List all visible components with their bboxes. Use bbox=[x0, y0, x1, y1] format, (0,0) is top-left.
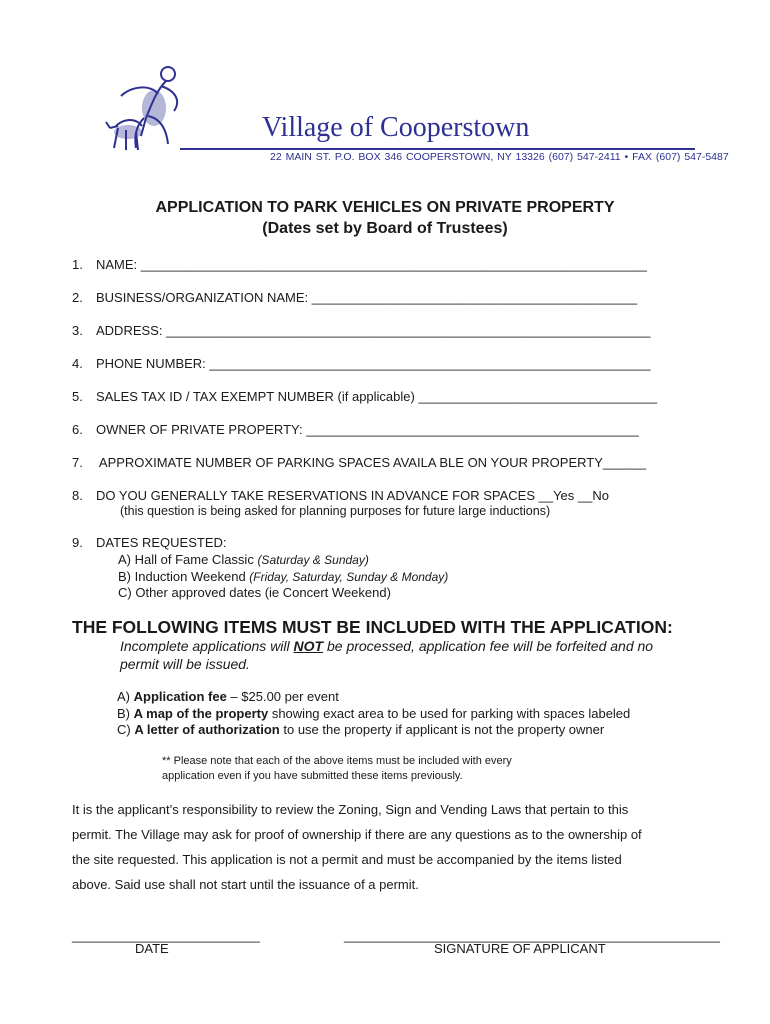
date-signature-line[interactable]: __________________________ bbox=[72, 928, 260, 943]
requirements-heading: THE FOLLOWING ITEMS MUST BE INCLUDED WITH THE APPLICATION: bbox=[72, 617, 673, 637]
reservations-note: (this question is being asked for planning purposes for future large inductions) bbox=[120, 504, 551, 518]
requirement-application-fee bbox=[117, 689, 339, 704]
field-label: DATES REQUESTED: bbox=[96, 535, 227, 550]
requirement-bold: A map of the property bbox=[133, 706, 269, 721]
responsibility-paragraph-line: It is the applicant’s responsibility to review the Zoning, Sign and Vending Laws that pertain to this bbox=[72, 802, 629, 817]
field-number: 9. bbox=[72, 535, 83, 550]
brand-address: 22 MAIN ST. P.O. BOX 346 COOPERSTOWN, NY 13326 (607) 547-2411 • FAX (607) 547-5487 bbox=[270, 151, 729, 163]
field-number: 6. bbox=[72, 422, 83, 437]
responsibility-paragraph-line: permit. The Village may ask for proof of ownership if there are any questions as to the ownership of bbox=[72, 827, 642, 842]
dates-requested-label bbox=[72, 535, 227, 550]
field-address[interactable] bbox=[72, 323, 650, 338]
warning-not: NOT bbox=[293, 638, 324, 654]
form-title: APPLICATION TO PARK VEHICLES ON PRIVATE PROPERTY bbox=[155, 199, 615, 216]
option-letter: C) bbox=[118, 585, 132, 600]
option-text: Other approved dates (ie Concert Weekend) bbox=[135, 585, 391, 600]
requirement-bold: A letter of authorization bbox=[134, 722, 280, 737]
field-name[interactable] bbox=[72, 257, 647, 272]
field-number: 4. bbox=[72, 356, 83, 371]
option-letter: A) bbox=[118, 552, 131, 567]
field-number: 8. bbox=[72, 488, 83, 503]
field-number: 2. bbox=[72, 290, 83, 305]
field-label: OWNER OF PRIVATE PROPERTY: ______________________________________________ bbox=[96, 422, 639, 437]
requirement-rest: to use the property if applicant is not the property owner bbox=[279, 722, 605, 737]
requirements-warning-line2: permit will be issued. bbox=[120, 656, 250, 672]
requirement-rest: – $25.00 per event bbox=[226, 689, 339, 704]
field-label: APPROXIMATE NUMBER OF PARKING SPACES AVAILA BLE ON YOUR PROPERTY______ bbox=[96, 455, 647, 470]
field-number: 1. bbox=[72, 257, 83, 272]
warning-post: be processed, application fee will be forfeited and no bbox=[323, 638, 654, 654]
field-label: PHONE NUMBER: _____________________________________________________________ bbox=[96, 356, 651, 371]
field-number: 7. bbox=[72, 455, 83, 470]
field-label: BUSINESS/ORGANIZATION NAME: _____________________________________________ bbox=[96, 290, 638, 305]
requirement-authorization-letter bbox=[117, 722, 604, 737]
responsibility-paragraph-line: the site requested. This application is not a permit and must be accompanied by the items listed bbox=[72, 852, 622, 867]
requirement-letter: B) bbox=[117, 706, 130, 721]
signature-label: SIGNATURE OF APPLICANT bbox=[434, 941, 606, 956]
option-detail: (Friday, Saturday, Sunday & Monday) bbox=[249, 570, 449, 584]
field-parking-spaces[interactable] bbox=[72, 455, 646, 470]
option-detail: (Saturday & Sunday) bbox=[257, 553, 369, 567]
option-text: Induction Weekend bbox=[134, 569, 250, 584]
requirement-letter: C) bbox=[117, 722, 131, 737]
requirement-rest: showing exact area to be used for parking with spaces labeled bbox=[268, 706, 631, 721]
requirements-note-line1: ** Please note that each of the above items must be included with every bbox=[162, 755, 512, 767]
field-label: DO YOU GENERALLY TAKE RESERVATIONS IN ADVANCE FOR SPACES __Yes __No bbox=[96, 488, 609, 503]
requirement-bold: Application fee bbox=[133, 689, 227, 704]
field-property-owner[interactable] bbox=[72, 422, 639, 437]
date-option-induction[interactable] bbox=[118, 569, 448, 584]
date-option-other[interactable] bbox=[118, 585, 391, 600]
field-sales-tax-id[interactable] bbox=[72, 389, 657, 404]
brand-rule bbox=[180, 148, 695, 150]
field-label: ADDRESS: ___________________________________________________________________ bbox=[96, 323, 651, 338]
field-business-name[interactable] bbox=[72, 290, 637, 305]
option-text: Hall of Fame Classic bbox=[134, 552, 258, 567]
applicant-signature-line[interactable]: ____________________________________________________ bbox=[344, 928, 720, 943]
requirement-property-map bbox=[117, 706, 630, 721]
requirements-note-line2: application even if you have submitted these items previously. bbox=[162, 770, 463, 782]
field-number: 5. bbox=[72, 389, 83, 404]
field-phone[interactable] bbox=[72, 356, 650, 371]
option-letter: B) bbox=[118, 569, 131, 584]
requirements-warning bbox=[120, 638, 653, 654]
requirement-letter: A) bbox=[117, 689, 130, 704]
field-label: NAME: ______________________________________________________________________ bbox=[96, 257, 647, 272]
date-label: DATE bbox=[135, 941, 169, 956]
village-logo bbox=[96, 56, 206, 156]
field-reservations[interactable] bbox=[72, 488, 609, 503]
brand-title: Village of Cooperstown bbox=[262, 112, 530, 143]
field-number: 3. bbox=[72, 323, 83, 338]
responsibility-paragraph-line: above. Said use shall not start until the issuance of a permit. bbox=[72, 877, 419, 892]
warning-pre: Incomplete applications will bbox=[120, 638, 294, 654]
form-subtitle: (Dates set by Board of Trustees) bbox=[262, 220, 508, 237]
field-label: SALES TAX ID / TAX EXEMPT NUMBER (if applicable) _________________________________ bbox=[96, 389, 658, 404]
date-option-hall-of-fame[interactable] bbox=[118, 552, 369, 567]
